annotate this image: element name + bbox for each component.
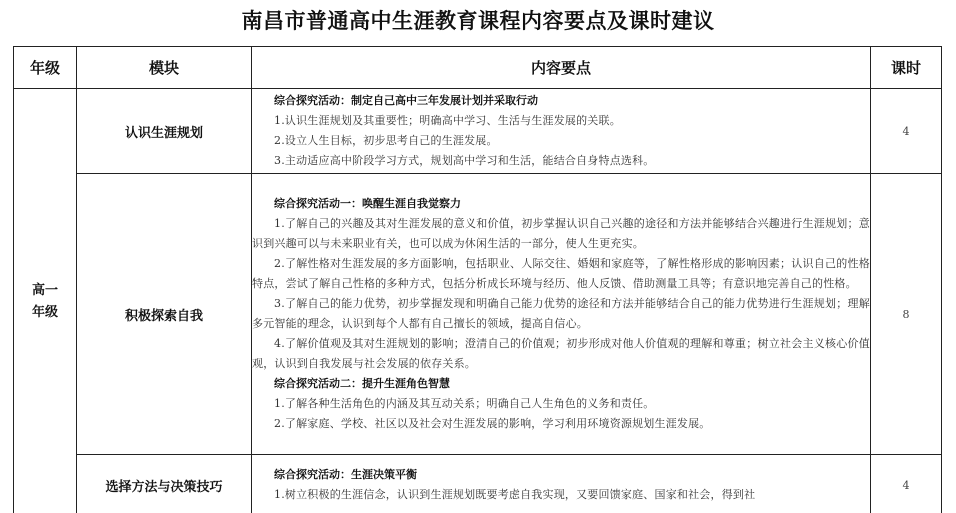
header-row [14, 47, 942, 89]
content-item: 4.了解价值观及其对生涯规划的影响；澄清自己的价值观；初步形成对他人价值观的理解和尊重；树立社会主义核心价值观，认识到自我发展与社会发展的依存关系。 [252, 337, 870, 370]
content-item: 2.设立人生目标，初步思考自己的生涯发展。 [274, 134, 498, 147]
grade-cell [14, 89, 77, 513]
hours-cell: 4 [871, 89, 942, 174]
header-hours: 课时 [871, 47, 942, 89]
content-item: 1.了解自己的兴趣及其对生涯发展的意义和价值，初步掌握认识自己兴趣的途径和方法并能够结合兴趣进行生涯规划；意识到兴趣可以与未来职业有关，也可以成为休闲生活的一部分，使人生更充实。 [252, 217, 870, 250]
content-cell [252, 174, 871, 455]
module-cell: 认识生涯规划 [77, 89, 252, 174]
header-module: 模块 [77, 47, 252, 89]
content-item: 2.了解家庭、学校、社区以及社会对生涯发展的影响，学习利用环境资源规划生涯发展。 [274, 417, 711, 430]
module-cell: 积极探索自我 [77, 174, 252, 455]
content-item: 3.了解自己的能力优势，初步掌握发现和明确自己能力优势的途径和方法并能够结合自己的能力优势进行生涯规划；理解多元智能的理念，认识到每个人都有自己擅长的领域，提高自信心。 [252, 297, 870, 330]
curriculum-table [13, 46, 942, 513]
content-cell [252, 89, 871, 174]
table-row [14, 89, 942, 174]
header-grade: 年级 [14, 47, 77, 89]
content-item: 1.了解各种生活角色的内涵及其互动关系；明确自己人生角色的义务和责任。 [274, 397, 655, 410]
table-row [14, 174, 942, 455]
module-cell: 选择方法与决策技巧 [77, 455, 252, 513]
content-cell [252, 455, 871, 513]
hours-cell: 4 [871, 455, 942, 513]
table-row [14, 455, 942, 513]
activity-title: 综合探究活动一：唤醒生涯自我觉察力 [274, 197, 461, 210]
content-item: 3.主动适应高中阶段学习方式，规划高中学习和生活，能结合自身特点选科。 [274, 154, 655, 167]
hours-cell: 8 [871, 174, 942, 455]
page-title: 南昌市普通高中生涯教育课程内容要点及课时建议 [241, 9, 715, 33]
header-content: 内容要点 [252, 47, 871, 89]
content-item: 2.了解性格对生涯发展的多方面影响，包括职业、人际交往、婚姻和家庭等，了解性格形成的影响因素；认识自己的性格特点，尝试了解自己性格的多种方式，包括分析成长环境与经历、他人反馈、借助测量工具等；有意识地完善自己的性格。 [252, 257, 870, 290]
grade-label: 高一年级 [31, 283, 58, 320]
content-item: 1.认识生涯规划及其重要性；明确高中学习、生活与生涯发展的关联。 [274, 114, 621, 127]
activity-title: 综合探究活动：生涯决策平衡 [274, 468, 417, 481]
activity-title: 综合探究活动二：提升生涯角色智慧 [274, 377, 450, 390]
content-item: 1.树立积极的生涯信念，认识到生涯规划既要考虑自我实现，又要回馈家庭、国家和社会，得到社 [274, 488, 756, 501]
activity-title: 综合探究活动：制定自己高中三年发展计划并采取行动 [274, 94, 538, 107]
